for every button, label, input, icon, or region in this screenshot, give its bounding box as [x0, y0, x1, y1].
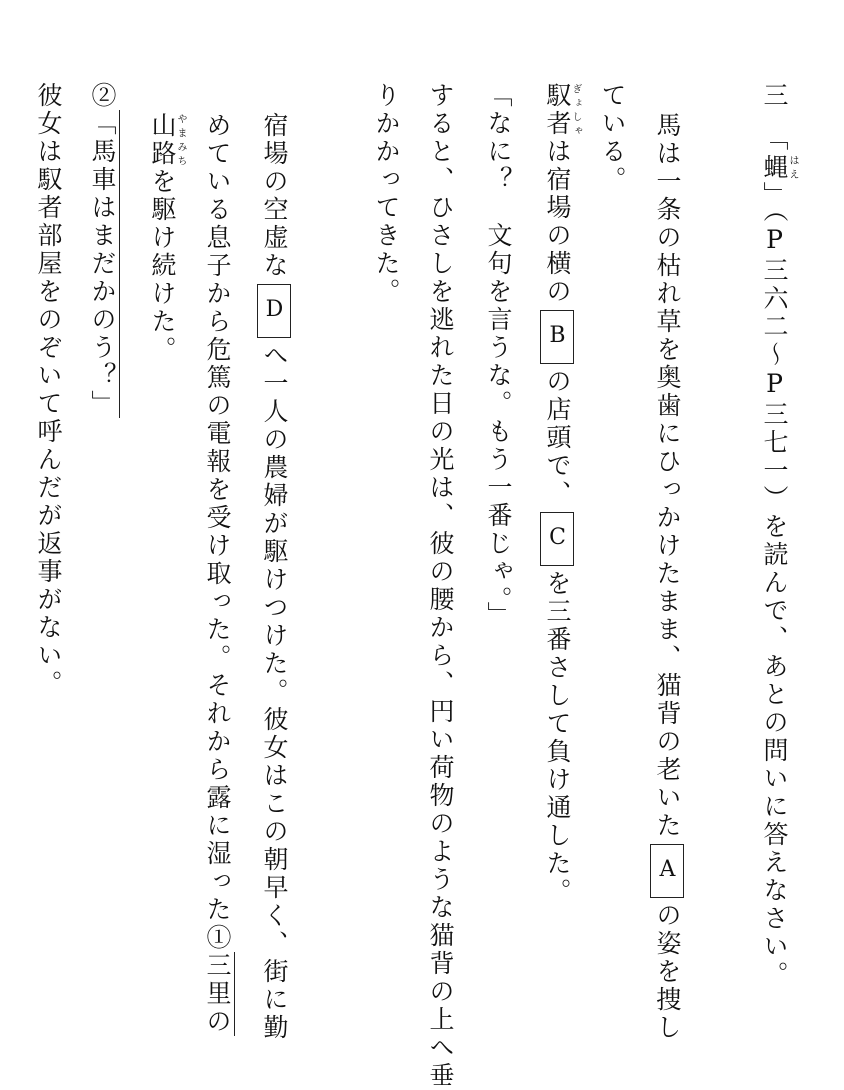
question-heading [758, 82, 798, 989]
para5-text-a: 宿場の空虚な [260, 112, 289, 280]
blank-box-b: B [540, 310, 574, 364]
para4-text-b: りかかってきた。 [372, 82, 401, 306]
para1-text-c: ている。 [598, 82, 627, 194]
question-number: 三 [760, 82, 789, 110]
para6-text: 彼女は馭者部屋をのぞいて呼んだが返事がない。 [34, 82, 63, 698]
para4-line2 [370, 82, 402, 306]
blank-box-c: C [540, 512, 574, 566]
para5-line2 [201, 112, 233, 1036]
marker-1: ① [203, 924, 232, 952]
title-ruby: はえ [787, 153, 798, 182]
para2-text-c: を三番さして負け通した。 [543, 570, 572, 906]
para4-text-a: すると、ひさしを逃れた日の光は、彼の腰から、円い荷物のような猫背の上へ垂 [426, 82, 455, 1090]
story-title: 蝿はえ [760, 153, 798, 182]
para3-line [482, 82, 514, 630]
para1-text-b: の姿を捜し [653, 902, 682, 1042]
word-gyosha: 馭者ぎょしゃ [543, 82, 581, 138]
underlined-phrase-1: 三里の [203, 952, 235, 1036]
blank-box-d: D [257, 284, 291, 338]
para5-text-d: を駆け続けた。 [148, 168, 177, 364]
close-quote: 」 [760, 181, 789, 210]
para2-text-a: は宿場の横の [543, 138, 572, 306]
para6-line2 [32, 82, 64, 698]
para2-line [540, 82, 581, 906]
para6-line1 [86, 82, 118, 418]
underlined-phrase-2: 「馬車はまだかのう？」 [88, 110, 120, 418]
para1-line2 [596, 82, 628, 194]
para5-line1 [257, 112, 291, 1042]
marker-2: ② [88, 82, 117, 110]
para4-line1 [424, 82, 456, 1090]
page-reference: （P三六二〜P三七一） [760, 209, 789, 513]
blank-box-a: A [650, 844, 684, 898]
para1-text-a: 馬は一条の枯れ草を奥歯にひっかけたまま、猫背の老いた [653, 112, 682, 840]
para2-text-b: の店頭で、 [543, 368, 572, 508]
instruction-text: を読んで、あとの問いに答えなさい。 [760, 513, 789, 989]
yamamichi-ruby: やまみち [175, 112, 186, 168]
para5-text-c: めている息子から危篤の電報を受け取った。それから露に湿った [203, 112, 232, 924]
para5-line3 [146, 112, 186, 364]
gyosha-ruby: ぎょしゃ [570, 82, 581, 138]
open-quote: 「 [760, 138, 789, 154]
para1-line1 [650, 112, 684, 1042]
para5-text-b: へ一人の農婦が駆けつけた。彼女はこの朝早く、街に勤 [260, 342, 289, 1042]
word-yamamichi: 山路やまみち [148, 112, 186, 168]
para3-text: 「なに？ 文句を言うな。もう一番じゃ。」 [484, 82, 513, 630]
